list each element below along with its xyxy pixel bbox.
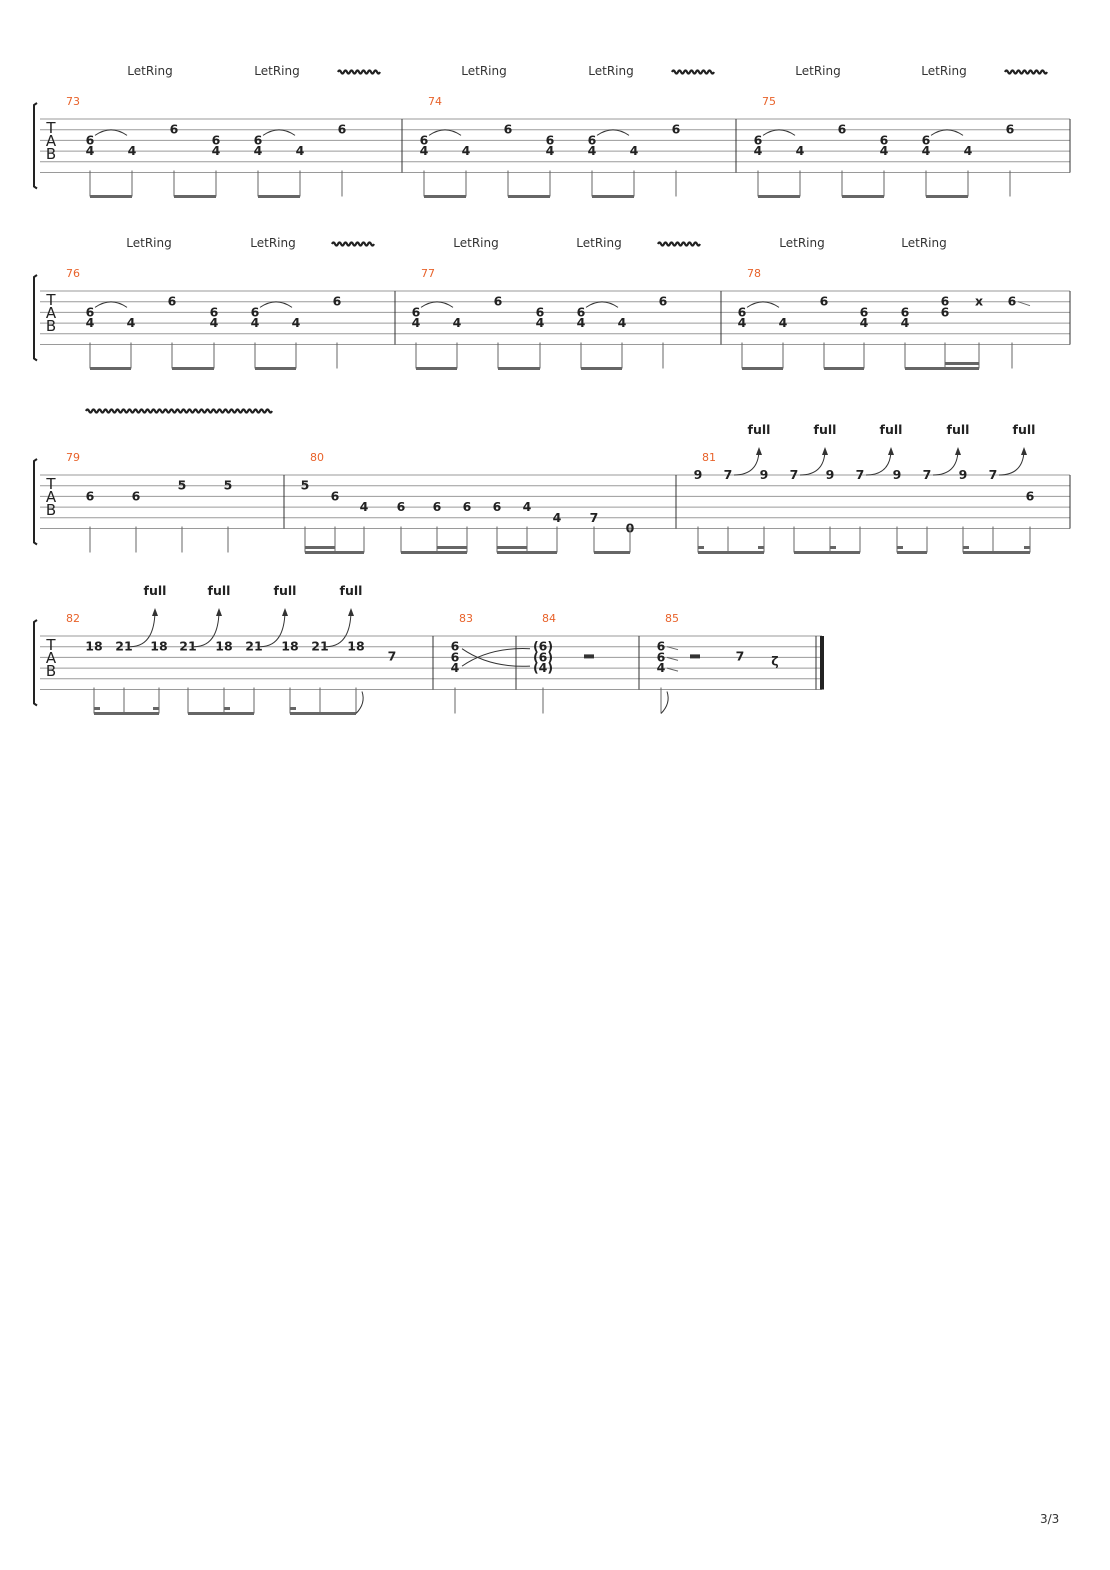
measure-number: 80 bbox=[310, 451, 324, 464]
let-ring-label: LetRing bbox=[901, 236, 947, 250]
fret-number: 21 bbox=[245, 638, 263, 654]
let-ring-tie bbox=[95, 130, 127, 136]
fret-number: 6 bbox=[576, 304, 586, 320]
fret-number: 6 bbox=[209, 304, 219, 320]
fret-number: 4 bbox=[461, 143, 471, 159]
measure-number: 76 bbox=[66, 267, 80, 280]
fret-number: 0 bbox=[625, 520, 635, 536]
fret-number: 4 bbox=[250, 315, 260, 331]
fret-number: 6 bbox=[753, 132, 763, 148]
bend-arrow bbox=[348, 608, 354, 616]
eighth-rest: 7 bbox=[735, 648, 745, 664]
fret-number: (6) bbox=[532, 649, 554, 665]
tab-clef-letter: A bbox=[45, 649, 57, 667]
fret-number: 7 bbox=[922, 467, 932, 482]
tab-clef-letter: B bbox=[45, 501, 57, 519]
fret-number: 6 bbox=[85, 304, 95, 320]
fret-number: 4 bbox=[209, 315, 219, 331]
vibrato-mark bbox=[338, 71, 380, 74]
fret-number: 6 bbox=[450, 649, 460, 665]
let-ring-tie bbox=[95, 302, 127, 308]
fret-number: 4 bbox=[656, 660, 666, 676]
bend-curve bbox=[933, 451, 958, 475]
fret-number: 18 bbox=[85, 638, 103, 654]
vibrato-mark bbox=[658, 243, 700, 246]
measure-number: 84 bbox=[542, 612, 556, 625]
fret-number: (4) bbox=[532, 660, 554, 676]
measure-number: 73 bbox=[66, 95, 80, 108]
fret-number: 6 bbox=[396, 499, 406, 515]
bend-curve bbox=[734, 451, 759, 475]
bend-arrow bbox=[152, 608, 158, 616]
fret-number: 5 bbox=[223, 477, 233, 493]
bend-arrow bbox=[888, 447, 894, 455]
fret-number: 4 bbox=[576, 315, 586, 331]
bend-amount-label: full bbox=[143, 583, 167, 598]
fret-number: 4 bbox=[795, 143, 805, 159]
fret-number: 4 bbox=[587, 143, 597, 159]
bend-amount-label: full bbox=[207, 583, 231, 598]
fret-number: 7 bbox=[789, 467, 799, 482]
measure-number: 83 bbox=[459, 612, 473, 625]
let-ring-label: LetRing bbox=[921, 64, 967, 78]
fret-number: 4 bbox=[535, 315, 545, 331]
fret-number: 6 bbox=[587, 132, 597, 148]
fret-number: 6 bbox=[879, 132, 889, 148]
measure-number: 75 bbox=[762, 95, 776, 108]
fret-number: 21 bbox=[179, 638, 197, 654]
bend-amount-label: full bbox=[879, 422, 903, 437]
fret-number: 6 bbox=[656, 638, 666, 654]
fret-number: 6 bbox=[1007, 293, 1017, 309]
fret-number: 5 bbox=[300, 477, 310, 493]
fret-number: 6 bbox=[253, 132, 263, 148]
measure-number: 85 bbox=[665, 612, 679, 625]
let-ring-tie bbox=[421, 302, 453, 308]
flag bbox=[661, 692, 668, 714]
bend-arrow bbox=[955, 447, 961, 455]
tab-clef-letter: T bbox=[46, 119, 56, 137]
measure-number: 81 bbox=[702, 451, 716, 464]
half-rest bbox=[690, 654, 700, 658]
bend-amount-label: full bbox=[813, 422, 837, 437]
fret-number: 6 bbox=[900, 304, 910, 320]
fret-number: 9 bbox=[693, 467, 703, 482]
bend-arrow bbox=[1021, 447, 1027, 455]
bend-arrow bbox=[282, 608, 288, 616]
tab-system bbox=[34, 64, 1070, 197]
fret-number: 6 bbox=[535, 304, 545, 320]
fret-number: (6) bbox=[532, 638, 554, 654]
tab-clef-letter: A bbox=[45, 132, 57, 150]
let-ring-tie bbox=[763, 130, 795, 136]
fret-number: 4 bbox=[617, 315, 627, 331]
bend-curve bbox=[800, 451, 825, 475]
fret-number: 6 bbox=[859, 304, 869, 320]
fret-number: 6 bbox=[330, 488, 340, 504]
fret-number: 5 bbox=[177, 477, 187, 493]
tab-clef-letter: B bbox=[45, 145, 57, 163]
fret-number: 4 bbox=[522, 499, 532, 515]
fret-number: 6 bbox=[169, 121, 179, 137]
fret-number: 6 bbox=[85, 488, 95, 504]
fret-number: 4 bbox=[211, 143, 221, 159]
let-ring-label: LetRing bbox=[779, 236, 825, 250]
system-bracket bbox=[34, 103, 37, 189]
tab-clef-letter: B bbox=[45, 317, 57, 335]
fret-number: 4 bbox=[411, 315, 421, 331]
fret-number: 4 bbox=[753, 143, 763, 159]
fret-number: 4 bbox=[450, 660, 460, 676]
fret-number: 4 bbox=[291, 315, 301, 331]
fret-number: 6 bbox=[940, 304, 950, 320]
fret-number: 18 bbox=[347, 638, 365, 654]
bend-curve bbox=[866, 451, 891, 475]
fret-number: 21 bbox=[311, 638, 329, 654]
fret-number: 6 bbox=[1005, 121, 1015, 137]
let-ring-tie bbox=[263, 130, 295, 136]
fret-number: 6 bbox=[411, 304, 421, 320]
bend-curve bbox=[999, 451, 1024, 475]
fret-number: 4 bbox=[85, 143, 95, 159]
tab-system bbox=[34, 236, 1070, 369]
let-ring-label: LetRing bbox=[127, 64, 173, 78]
fret-number: 6 bbox=[462, 499, 472, 515]
measure-number: 78 bbox=[747, 267, 761, 280]
bend-amount-label: full bbox=[946, 422, 970, 437]
fret-number: 7 bbox=[589, 509, 599, 525]
let-ring-label: LetRing bbox=[453, 236, 499, 250]
fret-number: 7 bbox=[988, 467, 998, 482]
let-ring-tie bbox=[586, 302, 618, 308]
bend-arrow bbox=[822, 447, 828, 455]
fret-number: 4 bbox=[295, 143, 305, 159]
fret-number: 4 bbox=[629, 143, 639, 159]
vibrato-mark bbox=[672, 71, 714, 74]
bend-arrow bbox=[756, 447, 762, 455]
fret-number: 4 bbox=[253, 143, 263, 159]
fret-number: 7 bbox=[723, 467, 733, 482]
fret-number: 6 bbox=[737, 304, 747, 320]
fret-number: 4 bbox=[359, 499, 369, 515]
fret-number: x bbox=[974, 293, 984, 309]
fret-number: 6 bbox=[837, 121, 847, 137]
fret-number: 4 bbox=[419, 143, 429, 159]
fret-number: 6 bbox=[940, 293, 950, 309]
measure-number: 77 bbox=[421, 267, 435, 280]
fret-number: 6 bbox=[493, 293, 503, 309]
fret-number: 6 bbox=[131, 488, 141, 504]
fret-number: 6 bbox=[1025, 488, 1035, 504]
fret-number: 6 bbox=[337, 121, 347, 137]
tab-clef-letter: T bbox=[46, 291, 56, 309]
fret-number: 4 bbox=[452, 315, 462, 331]
flag bbox=[356, 692, 363, 714]
bend-arrow bbox=[216, 608, 222, 616]
let-ring-label: LetRing bbox=[461, 64, 507, 78]
page-number: 3/3 bbox=[1040, 1512, 1060, 1526]
fret-number: 4 bbox=[737, 315, 747, 331]
tab-system bbox=[34, 410, 1070, 553]
fret-number: 9 bbox=[825, 467, 835, 482]
fret-number: 4 bbox=[127, 143, 137, 159]
fret-number: 4 bbox=[900, 315, 910, 331]
fret-number: 21 bbox=[115, 638, 133, 654]
let-ring-tie bbox=[597, 130, 629, 136]
let-ring-label: LetRing bbox=[126, 236, 172, 250]
tab-clef-letter: A bbox=[45, 488, 57, 506]
fret-number: 6 bbox=[658, 293, 668, 309]
tab-clef-letter: A bbox=[45, 304, 57, 322]
fret-number: 6 bbox=[503, 121, 513, 137]
fret-number: 6 bbox=[671, 121, 681, 137]
fret-number: 6 bbox=[545, 132, 555, 148]
fret-number: 6 bbox=[656, 649, 666, 665]
let-ring-tie bbox=[260, 302, 292, 308]
fret-number: 4 bbox=[85, 315, 95, 331]
fret-number: 6 bbox=[492, 499, 502, 515]
fret-number: 4 bbox=[778, 315, 788, 331]
let-ring-label: LetRing bbox=[576, 236, 622, 250]
fret-number: 6 bbox=[419, 132, 429, 148]
let-ring-label: LetRing bbox=[795, 64, 841, 78]
fret-number: 18 bbox=[281, 638, 299, 654]
let-ring-label: LetRing bbox=[250, 236, 296, 250]
measure-number: 79 bbox=[66, 451, 80, 464]
tab-system bbox=[34, 583, 822, 714]
fret-number: 6 bbox=[450, 638, 460, 654]
system-bracket bbox=[34, 275, 37, 361]
quarter-rest: ζ bbox=[771, 653, 779, 669]
fret-number: 4 bbox=[963, 143, 973, 159]
fret-number: 6 bbox=[250, 304, 260, 320]
bend-amount-label: full bbox=[1012, 422, 1036, 437]
vibrato-mark bbox=[332, 243, 374, 246]
let-ring-tie bbox=[747, 302, 779, 308]
let-ring-tie bbox=[429, 130, 461, 136]
fret-number: 6 bbox=[432, 499, 442, 515]
fret-number: 4 bbox=[126, 315, 136, 331]
let-ring-label: LetRing bbox=[254, 64, 300, 78]
fret-number: 6 bbox=[211, 132, 221, 148]
tab-clef-letter: T bbox=[46, 636, 56, 654]
measure-number: 74 bbox=[428, 95, 442, 108]
fret-number: 6 bbox=[921, 132, 931, 148]
let-ring-tie bbox=[931, 130, 963, 136]
fret-number: 9 bbox=[892, 467, 902, 482]
tab-clef-letter: T bbox=[46, 475, 56, 493]
fret-number: 4 bbox=[552, 509, 562, 525]
system-bracket bbox=[34, 459, 37, 545]
fret-number: 6 bbox=[819, 293, 829, 309]
bend-amount-label: full bbox=[339, 583, 363, 598]
half-rest bbox=[584, 654, 594, 658]
bend-amount-label: full bbox=[747, 422, 771, 437]
fret-number: 18 bbox=[215, 638, 233, 654]
fret-number: 7 bbox=[855, 467, 865, 482]
fret-number: 6 bbox=[167, 293, 177, 309]
measure-number: 82 bbox=[66, 612, 80, 625]
system-bracket bbox=[34, 620, 37, 706]
bend-amount-label: full bbox=[273, 583, 297, 598]
fret-number: 9 bbox=[958, 467, 968, 482]
vibrato-mark bbox=[86, 410, 272, 413]
fret-number: 6 bbox=[332, 293, 342, 309]
fret-number: 4 bbox=[545, 143, 555, 159]
fret-number: 6 bbox=[85, 132, 95, 148]
eighth-rest: 7 bbox=[387, 648, 397, 664]
vibrato-mark bbox=[1005, 71, 1047, 74]
fret-number: 9 bbox=[759, 467, 769, 482]
tab-clef-letter: B bbox=[45, 662, 57, 680]
fret-number: 18 bbox=[150, 638, 168, 654]
let-ring-label: LetRing bbox=[588, 64, 634, 78]
fret-number: 4 bbox=[859, 315, 869, 331]
fret-number: 4 bbox=[879, 143, 889, 159]
fret-number: 4 bbox=[921, 143, 931, 159]
slide-mark bbox=[1018, 302, 1030, 306]
